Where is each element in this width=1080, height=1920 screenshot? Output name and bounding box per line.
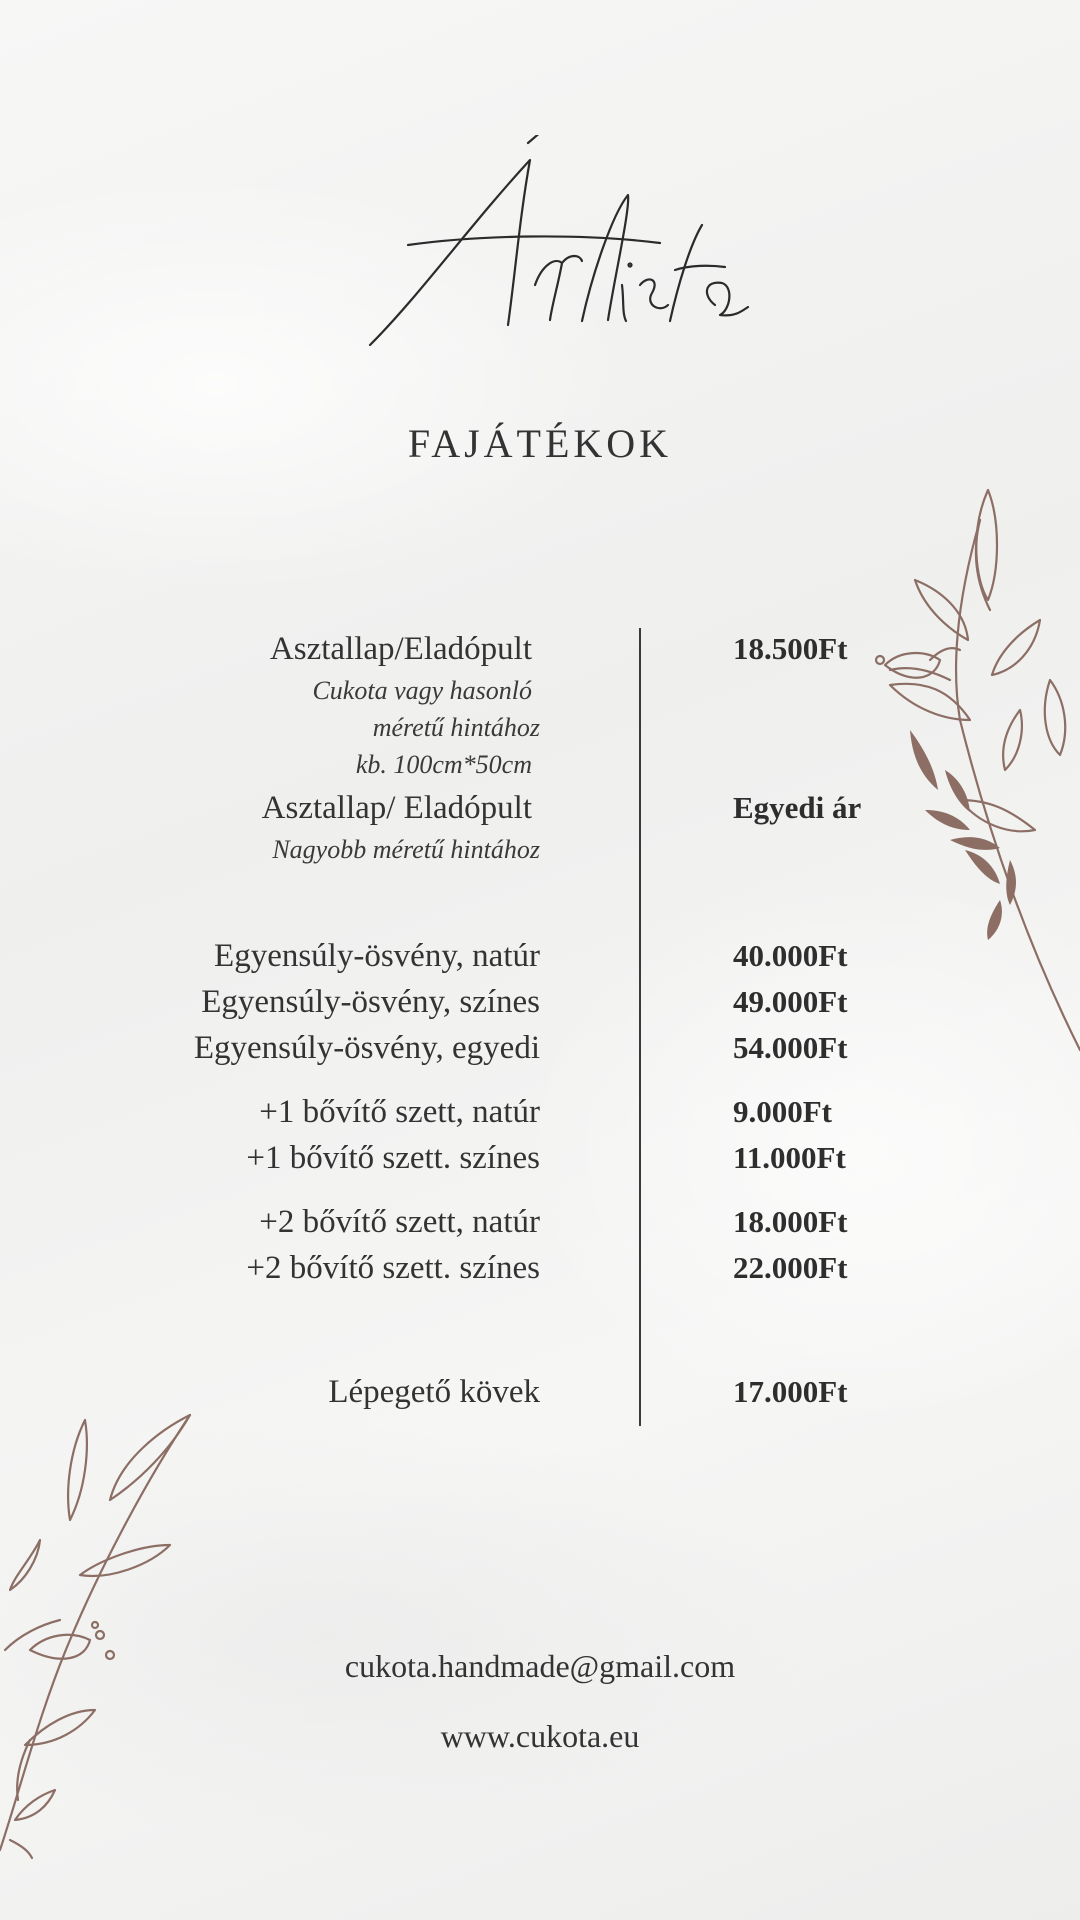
price-item [262, 785, 540, 868]
item-price: 17.000Ft [733, 1374, 848, 1409]
page-title [0, 135, 1080, 375]
item-price: 18.000Ft [733, 1204, 848, 1239]
item-description: Nagyobb méretű hintához [272, 835, 540, 864]
item-price: 18.500Ft [733, 631, 848, 666]
item-name: Egyensúly-ösvény, natúr [214, 938, 540, 974]
item-name: +2 bővítő szett. színes [246, 1250, 540, 1286]
item-description: méretű hintához [372, 713, 540, 742]
item-name: Egyensúly-ösvény, egyedi [193, 1030, 540, 1066]
item-name: Egyensúly-ösvény, színes [201, 984, 540, 1020]
floral-branch-left-icon [0, 1410, 200, 1864]
price-item [270, 626, 540, 783]
item-name: +2 bővítő szett, natúr [259, 1204, 540, 1240]
item-price: 9.000Ft [733, 1094, 833, 1129]
contact-email: cukota.handmade@gmail.com [344, 1648, 736, 1684]
floral-branch-right-icon [870, 480, 1080, 1064]
item-description: Cukota vagy hasonló [312, 676, 532, 705]
item-price: Egyedi ár [733, 790, 862, 825]
item-price: 40.000Ft [733, 938, 848, 973]
item-name: Lépegető kövek [328, 1374, 540, 1410]
item-name: +1 bővítő szett, natúr [259, 1094, 540, 1130]
column-divider [639, 628, 641, 1426]
item-price: 49.000Ft [733, 984, 848, 1019]
item-name: Asztallap/Eladópult [269, 631, 532, 667]
item-name: Asztallap/ Eladópult [261, 790, 532, 826]
item-name: +1 bővítő szett. színes [246, 1140, 540, 1176]
item-description: kb. 100cm*50cm [355, 750, 532, 779]
item-price: 11.000Ft [733, 1140, 846, 1175]
title-script-lettering [330, 135, 750, 375]
item-price: 22.000Ft [733, 1250, 848, 1285]
section-title: FAJÁTÉKOK [407, 421, 673, 466]
item-price: 54.000Ft [733, 1030, 848, 1065]
contact-website: www.cukota.eu [440, 1718, 640, 1754]
